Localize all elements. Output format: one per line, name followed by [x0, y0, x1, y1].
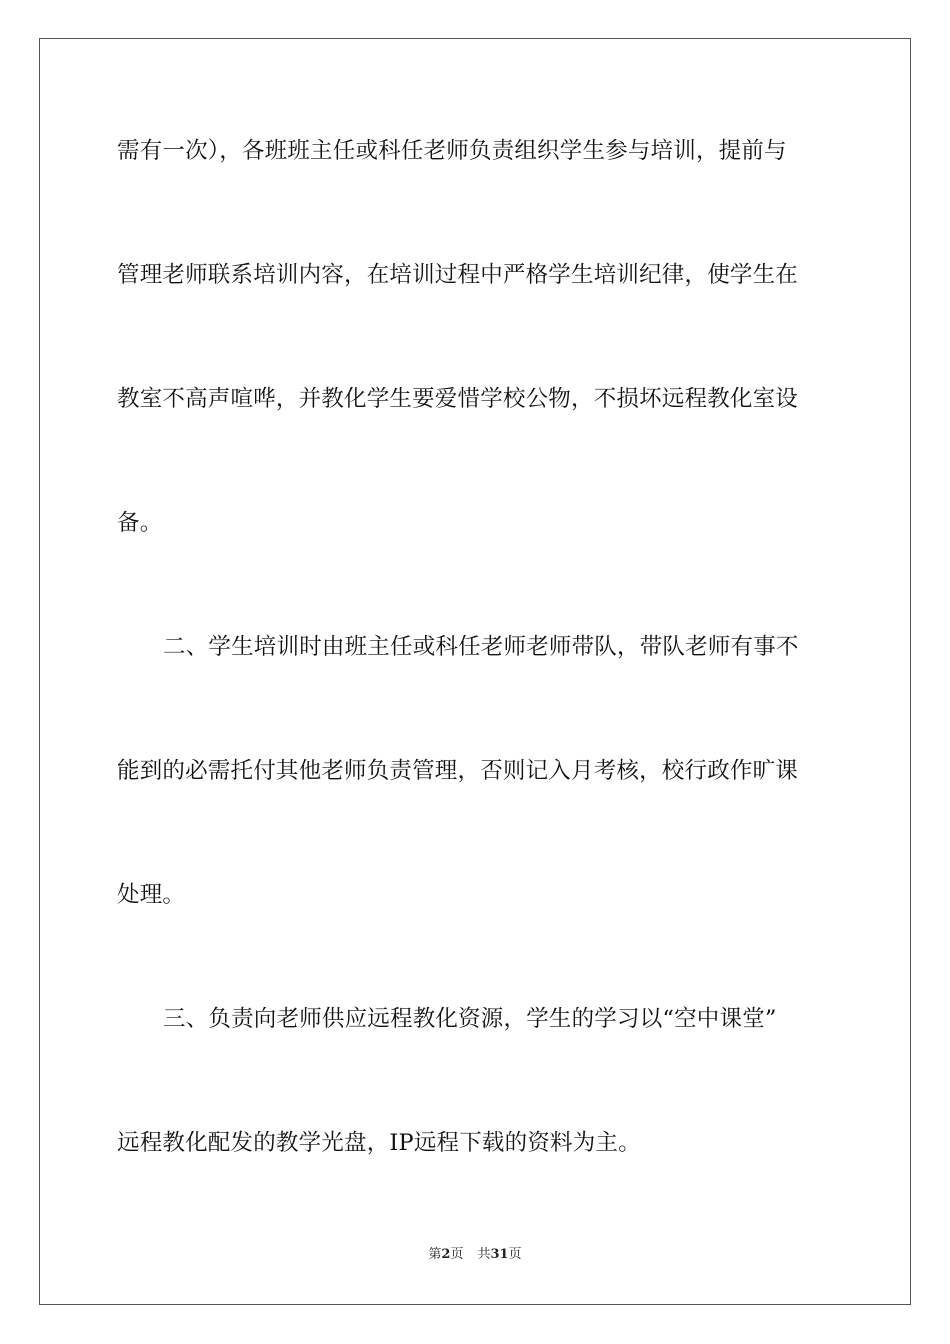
paragraph-line: 远程教化配发的教学光盘，IP远程下载的资料为主。: [117, 1130, 641, 1156]
paragraph-line: 处理。: [117, 882, 186, 908]
total-prefix: 共: [477, 1247, 491, 1262]
total-page-number: 31: [490, 1247, 509, 1262]
paragraph-line: 三、负责向老师供应远程教化资源，学生的学习以“空中课堂”: [163, 1006, 777, 1032]
page-footer: [0, 1246, 950, 1264]
paragraph-line: 需有一次），各班班主任或科任老师负责组织学生参与培训，提前与: [117, 138, 787, 164]
page-suffix: 页: [450, 1247, 464, 1262]
paragraph-line: 备。: [117, 510, 163, 536]
page-prefix: 第: [428, 1247, 442, 1262]
paragraph-line: 二、学生培训时由班主任或科任老师老师带队，带队老师有事不: [163, 634, 799, 660]
total-suffix: 页: [508, 1247, 522, 1262]
current-page-number: 2: [441, 1247, 451, 1262]
paragraph-line: 能到的必需托付其他老师负责管理，否则记入月考核，校行政作旷课: [117, 758, 799, 784]
paragraph-line: 教室不高声喧哗，并教化学生要爱惜学校公物，不损坏远程教化室设: [117, 386, 799, 412]
page-border: [39, 38, 911, 1305]
paragraph-line: 管理老师联系培训内容，在培训过程中严格学生培训纪律，使学生在: [117, 262, 799, 288]
